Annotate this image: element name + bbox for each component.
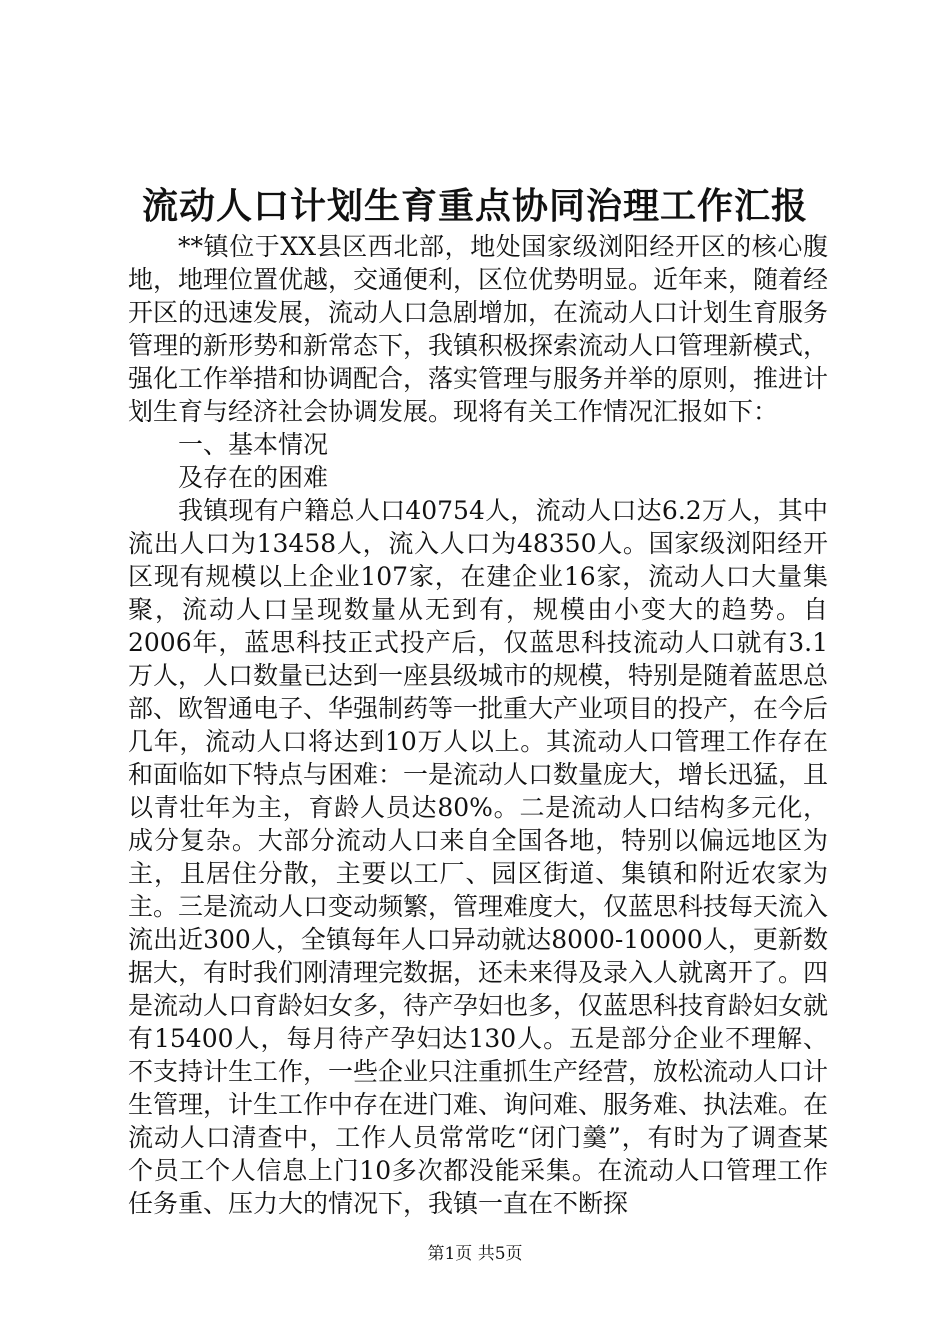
section-heading: 一、基本情况 [178, 430, 329, 459]
section-heading-continued: 及存在的困难 [178, 463, 329, 492]
document-title: 流动人口计划生育重点协同治理工作汇报 [141, 185, 808, 227]
paragraph-basic-situation: 我镇现有户籍总人口40754人，流动人口达6.2万人，其中流出人口为13458人，流入人口为48350人。国家级浏阳经开区现有规模以上企业107家，在建企业16家，流动人口大量集聚，流动人口呈现数量从无到有，规模由小变大的趋势。自2006年，蓝思科技正式投产后，仅蓝思科技流动人口就有3.1万人，人口数量已达到一座县级城市的规模，特别是随着蓝思总部、欧智通电子、华强制药等一批重大产业项目的投产，在今后几年，流动人口将达到10万人以上。其流动人口管理工作存在和面临如下特点与困难：一是流动人口数量庞大，增长迅猛，且以青壮年为主，育龄人员达80%。二是流动人口结构多元化，成分复杂。大部分流动人口来自全国各地，特别以偏远地区为主，且居住分散，主要以工厂、园区街道、集镇和附近农家为主。三是流动人口变动频繁，管理难度大，仅蓝思科技每天流入流出近300人，全镇每年人口异动就达8000-10000人，更新数据大，有时我们刚清理完数据，还未来得及录入人就离开了。四是流动人口育龄妇女多，待产孕妇也多，仅蓝思科技育龄妇女就有15400人，每月待产孕妇达130人。五是部分企业不理解、不支持计生工作，一些企业只注重抓生产经营，放松流动人口计生管理，计生工作中存在进门难、询问难、服务难、执法难。在流动人口清查中，工作人员常常吃“闭门羹”，有时为了调查某个员工个人信息上门10多次都没能采集。在流动人口管理工作任务重、压力大的情况下，我镇一直在不断探 [128, 496, 829, 1218]
paragraph-intro: **镇位于XX县区西北部，地处国家级浏阳经开区的核心腹地，地理位置优越，交通便利，区位优势明显。近年来，随着经开区的迅速发展，流动人口急剧增加，在流动人口计划生育服务管理的新形势和新常态下，我镇积极探索流动人口管理新模式，强化工作举措和协调配合，落实管理与服务并举的原则，推进计划生育与经济社会协调发展。现将有关工作情况汇报如下： [128, 232, 829, 426]
document-body [128, 230, 828, 1220]
page-number-footer: 第1页 共5页 [427, 1244, 523, 1264]
